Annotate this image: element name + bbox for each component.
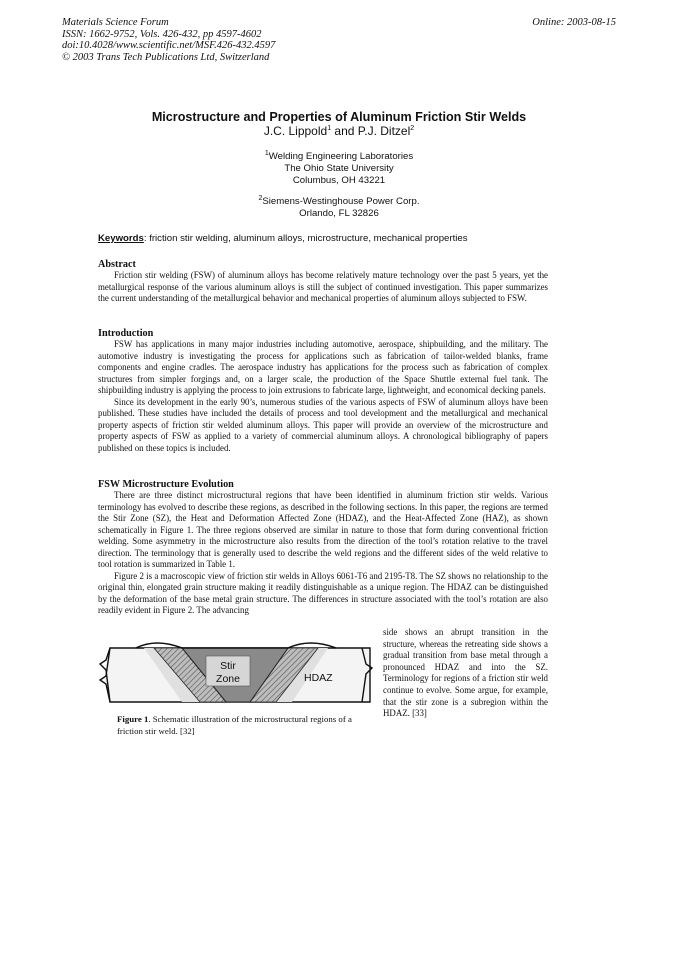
- introduction-p2: Since its development in the early 90’s, numerous studies of the various aspects of FSW of aluminum alloys have been published. These studies have included the details of process and tool development and the metallurgical and mechanical property aspects of friction stir welded aluminum alloys. This paper will provide an overview of the microstructure and property aspects of FSW as applied to a variety of commercial aluminum alloys. A chronological bibliography of papers published on these topics is included.: [98, 396, 548, 453]
- affiliation-2-name: Siemens-Westinghouse Power Corp.: [262, 196, 420, 207]
- zone-label: Zone: [216, 673, 240, 685]
- introduction-body: [98, 339, 548, 454]
- journal-header: [62, 17, 275, 63]
- online-date: Online: 2003-08-15: [532, 17, 616, 28]
- affiliation-2-line1: [0, 196, 678, 208]
- affiliation-1-sup: 1: [264, 149, 269, 157]
- issn-line: ISSN: 1662-9752, Vols. 426-432, pp 4597-4602: [62, 28, 262, 40]
- evolution-body: [98, 490, 548, 617]
- author-1-sup: 1: [327, 125, 332, 132]
- affiliation-2-sup: 2: [258, 194, 263, 202]
- author-1: J.C. Lippold: [263, 124, 328, 138]
- evolution-p1: There are three distinct microstructural regions that have been identified in aluminum friction stir welds. Various terminology has evolved to describe these regions, as described in the following sections. In this paper, the regions are termed the Stir Zone (SZ), the Heat and Deformation Affected Zone (HDAZ), and the Heat-Affected Zone (HAZ), as shown schematically in Figure 1. The three regions observed are similar in nature to those that form during conventional friction welding. Some asymmetry in the microstructure also results from the direction of the tool’s rotation relative to the travel direction. The terminology that is generally used to describe the weld regions and the different sides of the weld relative to tool rotation is summarized in Table 1.: [98, 490, 548, 569]
- author-2-sup: 2: [410, 125, 415, 132]
- introduction-p1: FSW has applications in many major industries including automotive, aerospace, shipbuilding, and the military. The automotive industry is investigating the process for applications such as fabrication of tailor-welded blanks, frame components and engine cradles. The aerospace industry has applications for the process such as fabrication of complex structures from simpler forgings and, on a larger scale, the production of the Space Shuttle external fuel tank. The shipbuilding industry is applying the process to join extrusions to fabricate large, lightweight, and economical decking panels.: [98, 339, 548, 395]
- author-line: [0, 124, 678, 138]
- affiliation-1-line1: [0, 151, 678, 163]
- keywords-text: : friction stir welding, aluminum alloys, microstructure, mechanical properties: [143, 233, 468, 244]
- affiliation-1-line3: Columbus, OH 43221: [292, 174, 386, 186]
- evolution-right-column: side shows an abrupt transition in the structure, whereas the retreating side shows a gradual transition from base metal through a pronounced HDAZ and into the SZ. Terminology for regions of a friction stir weld continue to evolve. Some argue, for example, that the stir zone is a subregion within the HDAZ. [33]: [383, 627, 548, 719]
- affiliation-2: [0, 196, 678, 220]
- shoulder-surface: [136, 643, 336, 648]
- affiliation-1-line2: The Ohio State University: [284, 162, 394, 174]
- figure-1-schematic: [96, 640, 376, 710]
- doi-line[interactable]: doi:10.4028/www.scientific.net/MSF.426-432.4597: [62, 40, 276, 51]
- figure-1-caption-text: . Schematic illustration of the microstructural regions of a friction stir weld. [32]: [117, 714, 352, 736]
- affiliation-1-name: Welding Engineering Laboratories: [268, 151, 414, 162]
- figure-1-caption: [117, 714, 357, 737]
- journal-name: Materials Science Forum: [62, 17, 169, 28]
- affiliation-2-line2: Orlando, FL 32826: [299, 207, 379, 219]
- keywords-line: [98, 233, 468, 244]
- stir-label: Stir: [220, 660, 236, 672]
- introduction-heading: Introduction: [98, 328, 154, 339]
- author-2: P.J. Ditzel: [357, 124, 411, 138]
- affiliation-1: [0, 151, 678, 186]
- abstract-text: Friction stir welding (FSW) of aluminum alloys has become relatively mature technology over the past 5 years, yet the metallurgical response of the various aluminum alloys is still the subject of continued investigation. This paper summarizes the current understanding of the metallurgical behavior and mechanical properties of aluminum alloys subjected to FSW.: [98, 270, 548, 303]
- abstract-body: [98, 270, 548, 305]
- abstract-heading: Abstract: [98, 259, 136, 270]
- keywords-label: Keywords: [98, 233, 144, 244]
- evolution-heading: FSW Microstructure Evolution: [98, 479, 234, 490]
- evolution-p2: Figure 2 is a macroscopic view of friction stir welds in Alloys 6061-T6 and 2195-T8. The SZ shows no relationship to the original thin, elongated grain structure making it readily distinguishable as a unique region. The HDAZ can be distinguished by the deformation of the base metal grain structure. The differences in structure associated with the tool’s rotation are also readily evident in Figure 2. The advancing: [98, 570, 548, 615]
- figure-1-caption-label: Figure 1: [117, 714, 149, 724]
- paper-title: Microstructure and Properties of Aluminum Friction Stir Welds: [151, 110, 527, 124]
- copyright-line: © 2003 Trans Tech Publications Ltd, Switzerland: [62, 51, 270, 63]
- hdaz-label: HDAZ: [304, 672, 333, 684]
- author-and: and: [331, 124, 358, 138]
